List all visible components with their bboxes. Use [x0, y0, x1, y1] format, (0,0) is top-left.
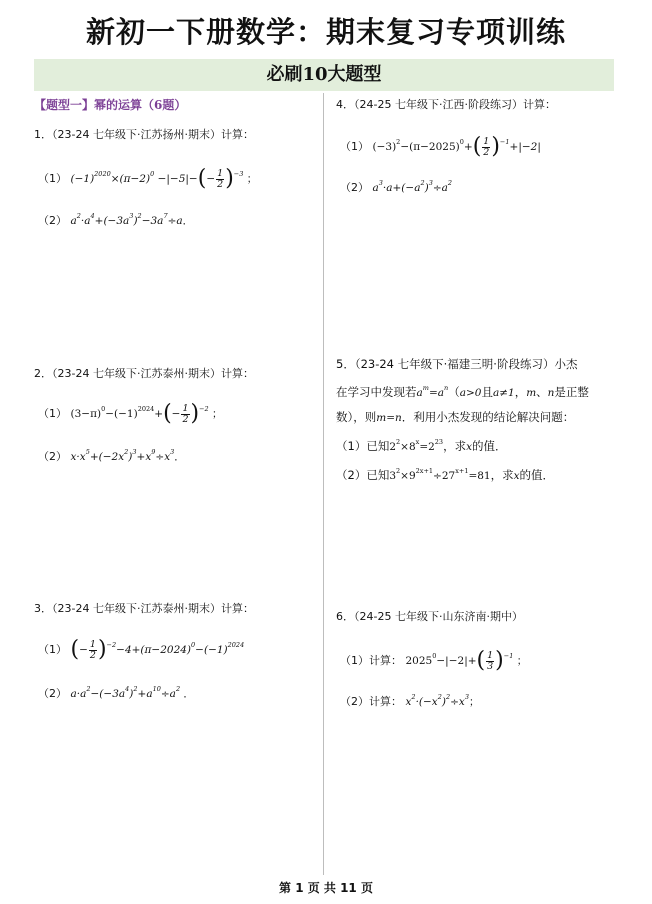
question-1-part-2: （2） $a^2\cdot a^4+(-3a^3)^2-3a^7\div a$． [38, 212, 194, 227]
section-heading: 【题型一】幂的运算（6题） [34, 98, 187, 112]
page-title: 新初一下册数学：期末复习专项训练 [85, 15, 566, 49]
question-6-label: 6．（24-25 七年级下·山东济南·期中） [336, 610, 523, 623]
question-4-label: 4．（24-25 七年级下·江西·阶段练习）计算： [336, 98, 556, 111]
question-1-part-1: （1） $(-1)^{2020}\times(\pi-2)^0 -|-5|-(-$ $\frac{1}{2}$ )$^{-3}$ ； [38, 166, 258, 191]
column-divider [323, 93, 324, 875]
question-3-label: 3．（23-24 七年级下·江苏泰州·期末）计算： [34, 602, 254, 615]
subtitle-banner: 必刷10大题型 [34, 59, 614, 91]
page-number: 第 1 页 共 11 页 [279, 881, 373, 895]
question-2-part-1: （1） $(3-\pi)^0-(-1)^{2024}+(-$ $\frac{1}{2}$ )$^{-2}$ ； [38, 401, 223, 426]
question-4-part-2: （2） $a^3\cdot a+(-a^2)^3\div a^2$ [340, 179, 453, 194]
question-3-part-1: （1） (− $\frac{1}{2}$ )$^{-2}-4+(\pi-2024)^0-(-1)^{2024}$ [38, 637, 245, 662]
question-5: 5．（23-24 七年级下·福建三明·阶段练习）小杰 在学习中发现若$a^m=a^n(a>0$且a≠1，m、n是正整 数），则m=n．利用小杰发现的结论解决问题： （1）已知$2^2\times 8^x=2^{23}$，求x的值． （2）已知$3^2\times 9^{2x+1}\div 27^{x+1}=81$，求x的值． [336, 357, 589, 482]
question-6-part-1: （1）计算： $2025^0-|-2|+$( $\frac{1}{3}$ )$^{-1}$ ； [340, 648, 528, 673]
question-4-part-1: （1） $(-3)^2-(\pi-2025)^0+$( $\frac{1}{2}$ )$^{-1}$+|−2| [340, 134, 541, 159]
question-6-part-2: （2）计算： $x^2\cdot(-x^2)^2\div x^3$； [340, 693, 480, 708]
question-2-label: 2．（23-24 七年级下·江苏泰州·期末）计算： [34, 367, 254, 380]
question-2-part-2: （2） $x\cdot x^5+(-2x^2)^3+x^9\div x^3$． [38, 448, 185, 463]
question-1-label: 1．（23-24 七年级下·江苏扬州·期末）计算： [34, 128, 254, 141]
question-3-part-2: （2） $a\cdot a^2-(-3a^4)^2+a^{10}\div a^2$ ． [38, 685, 194, 700]
